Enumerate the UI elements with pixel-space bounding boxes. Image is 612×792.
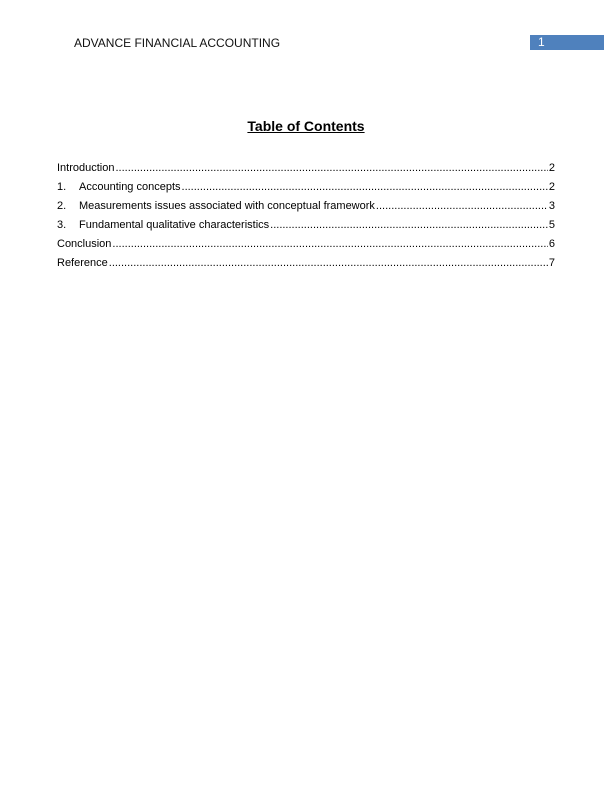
running-header-title: ADVANCE FINANCIAL ACCOUNTING	[74, 36, 281, 50]
toc-title: Table of Contents	[247, 118, 365, 134]
dot-leader	[112, 235, 547, 254]
toc-entry-number: 1.	[57, 181, 67, 193]
table-of-contents	[57, 159, 555, 273]
toc-entry-label: Reference	[57, 257, 108, 269]
toc-entry-number: 3.	[57, 219, 67, 231]
toc-entry-label: Accounting concepts	[79, 181, 181, 193]
dot-leader	[376, 197, 548, 216]
toc-entry-page: 3	[548, 200, 555, 212]
dot-leader	[109, 254, 548, 273]
toc-entry-label: Measurements issues associated with conceptual framework	[79, 200, 375, 212]
toc-entry-accounting-concepts[interactable]	[57, 178, 555, 197]
toc-entry-label: Conclusion	[57, 238, 112, 250]
toc-entry-label: Fundamental qualitative characteristics	[79, 219, 270, 231]
dot-leader	[182, 178, 548, 197]
page-number-badge: 1	[530, 35, 604, 50]
toc-entry-reference[interactable]	[57, 254, 555, 273]
toc-entry-measurement-issues[interactable]	[57, 197, 555, 216]
toc-entry-conclusion[interactable]	[57, 235, 555, 254]
toc-entry-page: 5	[548, 219, 555, 231]
dot-leader	[270, 216, 548, 235]
toc-entry-introduction[interactable]	[57, 159, 555, 178]
toc-entry-page: 7	[548, 257, 555, 269]
toc-entry-page: 6	[548, 238, 555, 250]
toc-entry-page: 2	[548, 162, 555, 174]
toc-entry-page: 2	[548, 181, 555, 193]
toc-entry-number: 2.	[57, 200, 67, 212]
toc-entry-label: Introduction	[57, 162, 115, 174]
dot-leader	[115, 159, 547, 178]
toc-entry-qualitative-characteristics[interactable]	[57, 216, 555, 235]
